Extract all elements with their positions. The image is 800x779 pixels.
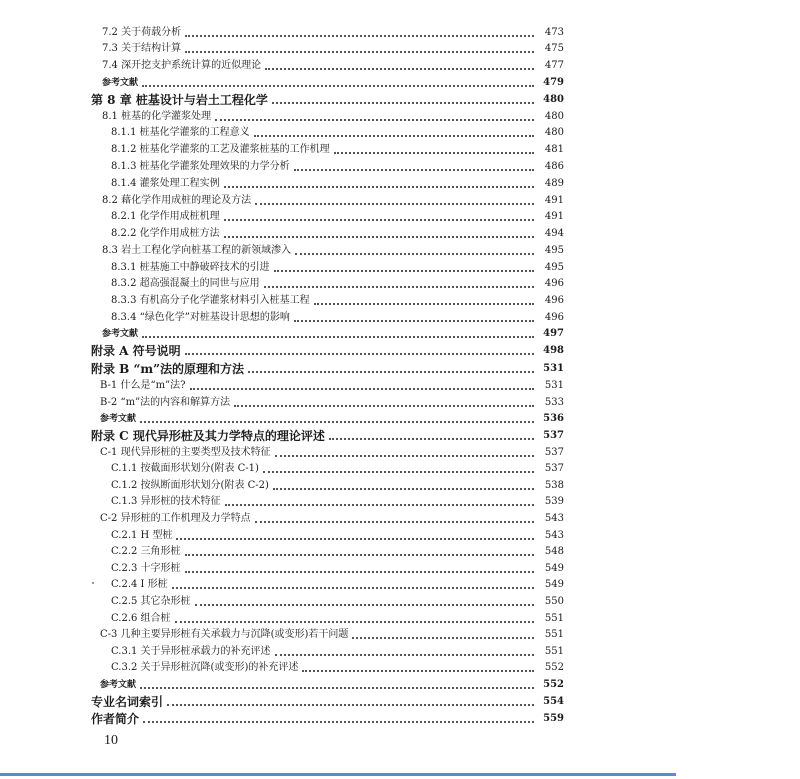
toc-entry bbox=[111, 159, 564, 175]
toc-entry-title: C-1 现代异形桩的主要类型及技术特征 bbox=[100, 447, 271, 458]
toc-entry-title: C.3.2 关于异形桩沉降(或变形)的补充评述 bbox=[111, 662, 299, 673]
leader-dots bbox=[255, 521, 534, 523]
toc-entry-page: 537 bbox=[544, 447, 564, 458]
toc-entry-title: 7.2 关于荷载分析 bbox=[102, 27, 182, 38]
toc-entry-page: 551 bbox=[544, 629, 564, 640]
toc-entry-page: 489 bbox=[544, 178, 564, 189]
toc-entry bbox=[111, 125, 564, 141]
leader-dots bbox=[140, 421, 534, 423]
toc-entry-page: 473 bbox=[544, 27, 564, 38]
toc-entry bbox=[111, 293, 564, 309]
toc-entry-references bbox=[100, 411, 564, 427]
toc-entry-page: 543 bbox=[544, 530, 564, 541]
leader-dots bbox=[295, 253, 534, 255]
leader-dots bbox=[248, 371, 534, 373]
toc-entry bbox=[111, 260, 564, 276]
toc-entry bbox=[111, 276, 564, 292]
toc-entry bbox=[111, 478, 564, 494]
toc-entry bbox=[100, 511, 564, 527]
toc-entry-title: 7.3 关于结构计算 bbox=[102, 43, 182, 54]
toc-entry-page: 554 bbox=[543, 696, 564, 707]
leader-dots bbox=[302, 670, 534, 672]
leader-dots bbox=[255, 203, 534, 205]
toc-entry-references bbox=[102, 75, 564, 91]
toc-entry-title: 7.4 深开挖支护系统计算的近似理论 bbox=[102, 60, 262, 71]
toc-entry-page: 551 bbox=[544, 646, 564, 657]
toc-entry-title: C-2 异形桩的工作机理及力学特点 bbox=[100, 513, 251, 524]
toc-entry-title: C-3 几种主要异形桩有关承载力与沉降(或变形)若干问题 bbox=[100, 629, 349, 640]
toc-entry-page: 491 bbox=[544, 211, 564, 222]
leader-dots bbox=[185, 35, 534, 37]
toc-entry-page: 538 bbox=[544, 480, 564, 491]
toc-entry bbox=[111, 310, 564, 326]
toc-entry-title: 参考文献 bbox=[102, 78, 139, 88]
toc-entry-page: 543 bbox=[544, 513, 564, 524]
leader-dots bbox=[175, 621, 534, 623]
toc-entry-title: C.2.1 H 型桩 bbox=[111, 530, 173, 541]
leader-dots bbox=[263, 471, 534, 473]
toc-entry-title: 参考文献 bbox=[100, 680, 137, 690]
leader-dots bbox=[234, 405, 534, 407]
toc-entry-page: 495 bbox=[544, 245, 564, 256]
leader-dots bbox=[264, 286, 534, 288]
toc-entry bbox=[102, 243, 564, 259]
leader-dots bbox=[215, 119, 534, 121]
toc-entry bbox=[102, 41, 564, 57]
leader-dots bbox=[275, 654, 534, 656]
toc-entry bbox=[111, 142, 564, 158]
toc-entry-title: C.2.6 组合桩 bbox=[111, 613, 171, 624]
toc-entry-title: C.1.1 按截面形状划分(附表 C-1) bbox=[111, 463, 259, 474]
toc-entry-page: 495 bbox=[544, 262, 564, 273]
toc-entry-page: 480 bbox=[544, 127, 564, 138]
leader-dots bbox=[185, 51, 534, 53]
toc-entry-title: 8.3.1 桩基施工中静破碎技术的引进 bbox=[111, 262, 270, 273]
leader-dots bbox=[185, 554, 534, 556]
toc-entry-title: C.1.2 按纵断面形状划分(附表 C-2) bbox=[111, 480, 269, 491]
toc-entry-title: 8.2 藉化学作用成桩的理论及方法 bbox=[102, 195, 252, 206]
toc-entry-page: 477 bbox=[544, 60, 564, 71]
leader-dots bbox=[272, 102, 534, 104]
toc-entry-title: 作者简介 bbox=[91, 712, 140, 726]
leader-dots bbox=[185, 571, 534, 573]
toc-entry bbox=[111, 494, 564, 510]
toc-entry-title: 8.2.2 化学作用成桩方法 bbox=[111, 228, 220, 239]
toc-entry-page: 531 bbox=[543, 363, 564, 374]
toc-entry-title: C.1.3 异形桩的技术特征 bbox=[111, 496, 221, 507]
leader-dots bbox=[167, 704, 534, 706]
toc-entry-page: 551 bbox=[544, 613, 564, 624]
toc-entry-page: 539 bbox=[544, 496, 564, 507]
toc-entry-references bbox=[100, 677, 564, 693]
toc-entry-title: 附录 B “m”法的原理和方法 bbox=[91, 362, 245, 376]
toc-entry-page: 550 bbox=[544, 596, 564, 607]
toc-entry bbox=[111, 660, 564, 676]
leader-dots bbox=[352, 637, 534, 639]
toc-entry-title: 8.1.3 桩基化学灌浆处理效果的力学分析 bbox=[111, 161, 290, 172]
toc-entry-title: 附录 C 现代异形桩及其力学特点的理论评述 bbox=[91, 429, 325, 443]
toc-entry-appendix bbox=[91, 343, 564, 359]
toc-entry-appendix bbox=[91, 361, 564, 377]
leader-dots bbox=[190, 388, 534, 390]
toc-entry bbox=[102, 193, 564, 209]
toc-entry bbox=[111, 544, 564, 560]
toc-entry-references bbox=[102, 326, 564, 342]
toc-entry-page: 548 bbox=[544, 546, 564, 557]
toc-entry-index bbox=[91, 694, 564, 710]
toc-entry bbox=[111, 594, 564, 610]
leader-dots bbox=[176, 538, 534, 540]
toc-entry-title: 8.1 桩基的化学灌浆处理 bbox=[102, 111, 212, 122]
toc-entry-title: 8.3 岩土工程化学向桩基工程的新领域渗入 bbox=[102, 245, 292, 256]
bottom-divider bbox=[0, 773, 676, 776]
toc-entry bbox=[102, 58, 564, 74]
toc-entry-title: 8.1.1 桩基化学灌浆的工程意义 bbox=[111, 127, 250, 138]
toc-entry bbox=[111, 561, 564, 577]
toc-entry bbox=[100, 395, 564, 411]
toc-entry-page: 497 bbox=[543, 328, 564, 339]
toc-entry-title: C.2.5 其它杂形桩 bbox=[111, 596, 191, 607]
toc-entry-title: 8.1.2 桩基化学灌浆的工艺及灌浆桩基的工作机理 bbox=[111, 144, 330, 155]
toc-entry-page: 479 bbox=[543, 77, 564, 88]
leader-dots bbox=[172, 587, 534, 589]
toc-entry bbox=[100, 445, 564, 461]
leader-dots bbox=[265, 68, 534, 70]
leader-dots bbox=[224, 186, 534, 188]
scan-speck bbox=[92, 582, 94, 584]
toc-entry-title: 8.3.4 “绿色化学”对桩基设计思想的影响 bbox=[111, 312, 290, 323]
toc-entry-page: 496 bbox=[544, 312, 564, 323]
leader-dots bbox=[294, 169, 534, 171]
toc-entry bbox=[111, 528, 564, 544]
toc-entry-title: 专业名词索引 bbox=[91, 695, 164, 709]
toc-entry-title: 8.1.4 灌浆处理工程实例 bbox=[111, 178, 220, 189]
toc-entry bbox=[100, 378, 564, 394]
toc-entry-page: 480 bbox=[543, 94, 564, 105]
leader-dots bbox=[329, 438, 534, 440]
leader-dots bbox=[275, 455, 534, 457]
toc-entry-page: 537 bbox=[544, 463, 564, 474]
leader-dots bbox=[224, 236, 534, 238]
toc-entry-title: 参考文献 bbox=[102, 329, 139, 339]
leader-dots bbox=[334, 152, 534, 154]
toc-entry-title: C.2.4 I 形桩 bbox=[111, 579, 168, 590]
leader-dots bbox=[142, 85, 534, 87]
toc-entry-page: 475 bbox=[544, 43, 564, 54]
toc-entry bbox=[111, 226, 564, 242]
toc-entry bbox=[111, 209, 564, 225]
leader-dots bbox=[274, 270, 534, 272]
toc-entry-page: 480 bbox=[544, 111, 564, 122]
toc-entry-page: 486 bbox=[544, 161, 564, 172]
leader-dots bbox=[195, 604, 534, 606]
toc-entry-page: 537 bbox=[543, 430, 564, 441]
toc-entry-title: 参考文献 bbox=[100, 414, 137, 424]
toc-entry-page: 552 bbox=[544, 662, 564, 673]
toc-entry-page: 549 bbox=[544, 579, 564, 590]
toc-entry-title: 附录 A 符号说明 bbox=[91, 344, 181, 358]
leader-dots bbox=[185, 353, 534, 355]
toc-entry-page: 552 bbox=[543, 679, 564, 690]
toc-entry-page: 531 bbox=[544, 380, 564, 391]
toc-entry-title: C.2.2 三角形桩 bbox=[111, 546, 181, 557]
leader-dots bbox=[294, 320, 534, 322]
leader-dots bbox=[224, 219, 534, 221]
leader-dots bbox=[143, 721, 534, 723]
toc-entry-page: 533 bbox=[544, 397, 564, 408]
toc-entry-page: 498 bbox=[543, 345, 564, 356]
toc-entry-page: 496 bbox=[544, 295, 564, 306]
leader-dots bbox=[314, 303, 534, 305]
toc-entry-title: C.2.3 十字形桩 bbox=[111, 563, 181, 574]
toc-entry-page: 559 bbox=[543, 713, 564, 724]
toc-entry-title: 8.3.3 有机高分子化学灌浆材料引入桩基工程 bbox=[111, 295, 310, 306]
page-number: 10 bbox=[104, 733, 118, 748]
toc-entry-page: 491 bbox=[544, 195, 564, 206]
toc-entry-author bbox=[91, 711, 564, 727]
leader-dots bbox=[225, 504, 534, 506]
toc-entry bbox=[111, 176, 564, 192]
toc-entry bbox=[111, 644, 564, 660]
toc-entry bbox=[100, 627, 564, 643]
toc-entry-page: 536 bbox=[543, 413, 564, 424]
leader-dots bbox=[254, 135, 534, 137]
toc-entry-title: C.3.1 关于异形桩承载力的补充评述 bbox=[111, 646, 271, 657]
toc-entry-chapter bbox=[91, 92, 564, 108]
leader-dots bbox=[142, 336, 534, 338]
toc-entry bbox=[111, 611, 564, 627]
toc-entry-title: 8.2.1 化学作用成桩机理 bbox=[111, 211, 220, 222]
leader-dots bbox=[140, 687, 534, 689]
toc-entry-page: 494 bbox=[544, 228, 564, 239]
toc-entry bbox=[111, 461, 564, 477]
toc-entry-title: 第 8 章 桩基设计与岩土工程化学 bbox=[91, 93, 268, 107]
toc-entry-title: 8.3.2 超高强混凝土的同世与应用 bbox=[111, 278, 260, 289]
toc-entry bbox=[111, 577, 564, 593]
toc-entry-page: 496 bbox=[544, 278, 564, 289]
toc-entry-appendix bbox=[91, 428, 564, 444]
toc-entry-title: B-1 什么是“m”法? bbox=[100, 380, 186, 391]
toc-entry bbox=[102, 25, 564, 41]
toc-entry-page: 481 bbox=[544, 144, 564, 155]
leader-dots bbox=[273, 488, 534, 490]
toc-entry-title: B-2 “m”法的内容和解算方法 bbox=[100, 397, 231, 408]
toc-entry-page: 549 bbox=[544, 563, 564, 574]
toc-entry bbox=[102, 109, 564, 125]
